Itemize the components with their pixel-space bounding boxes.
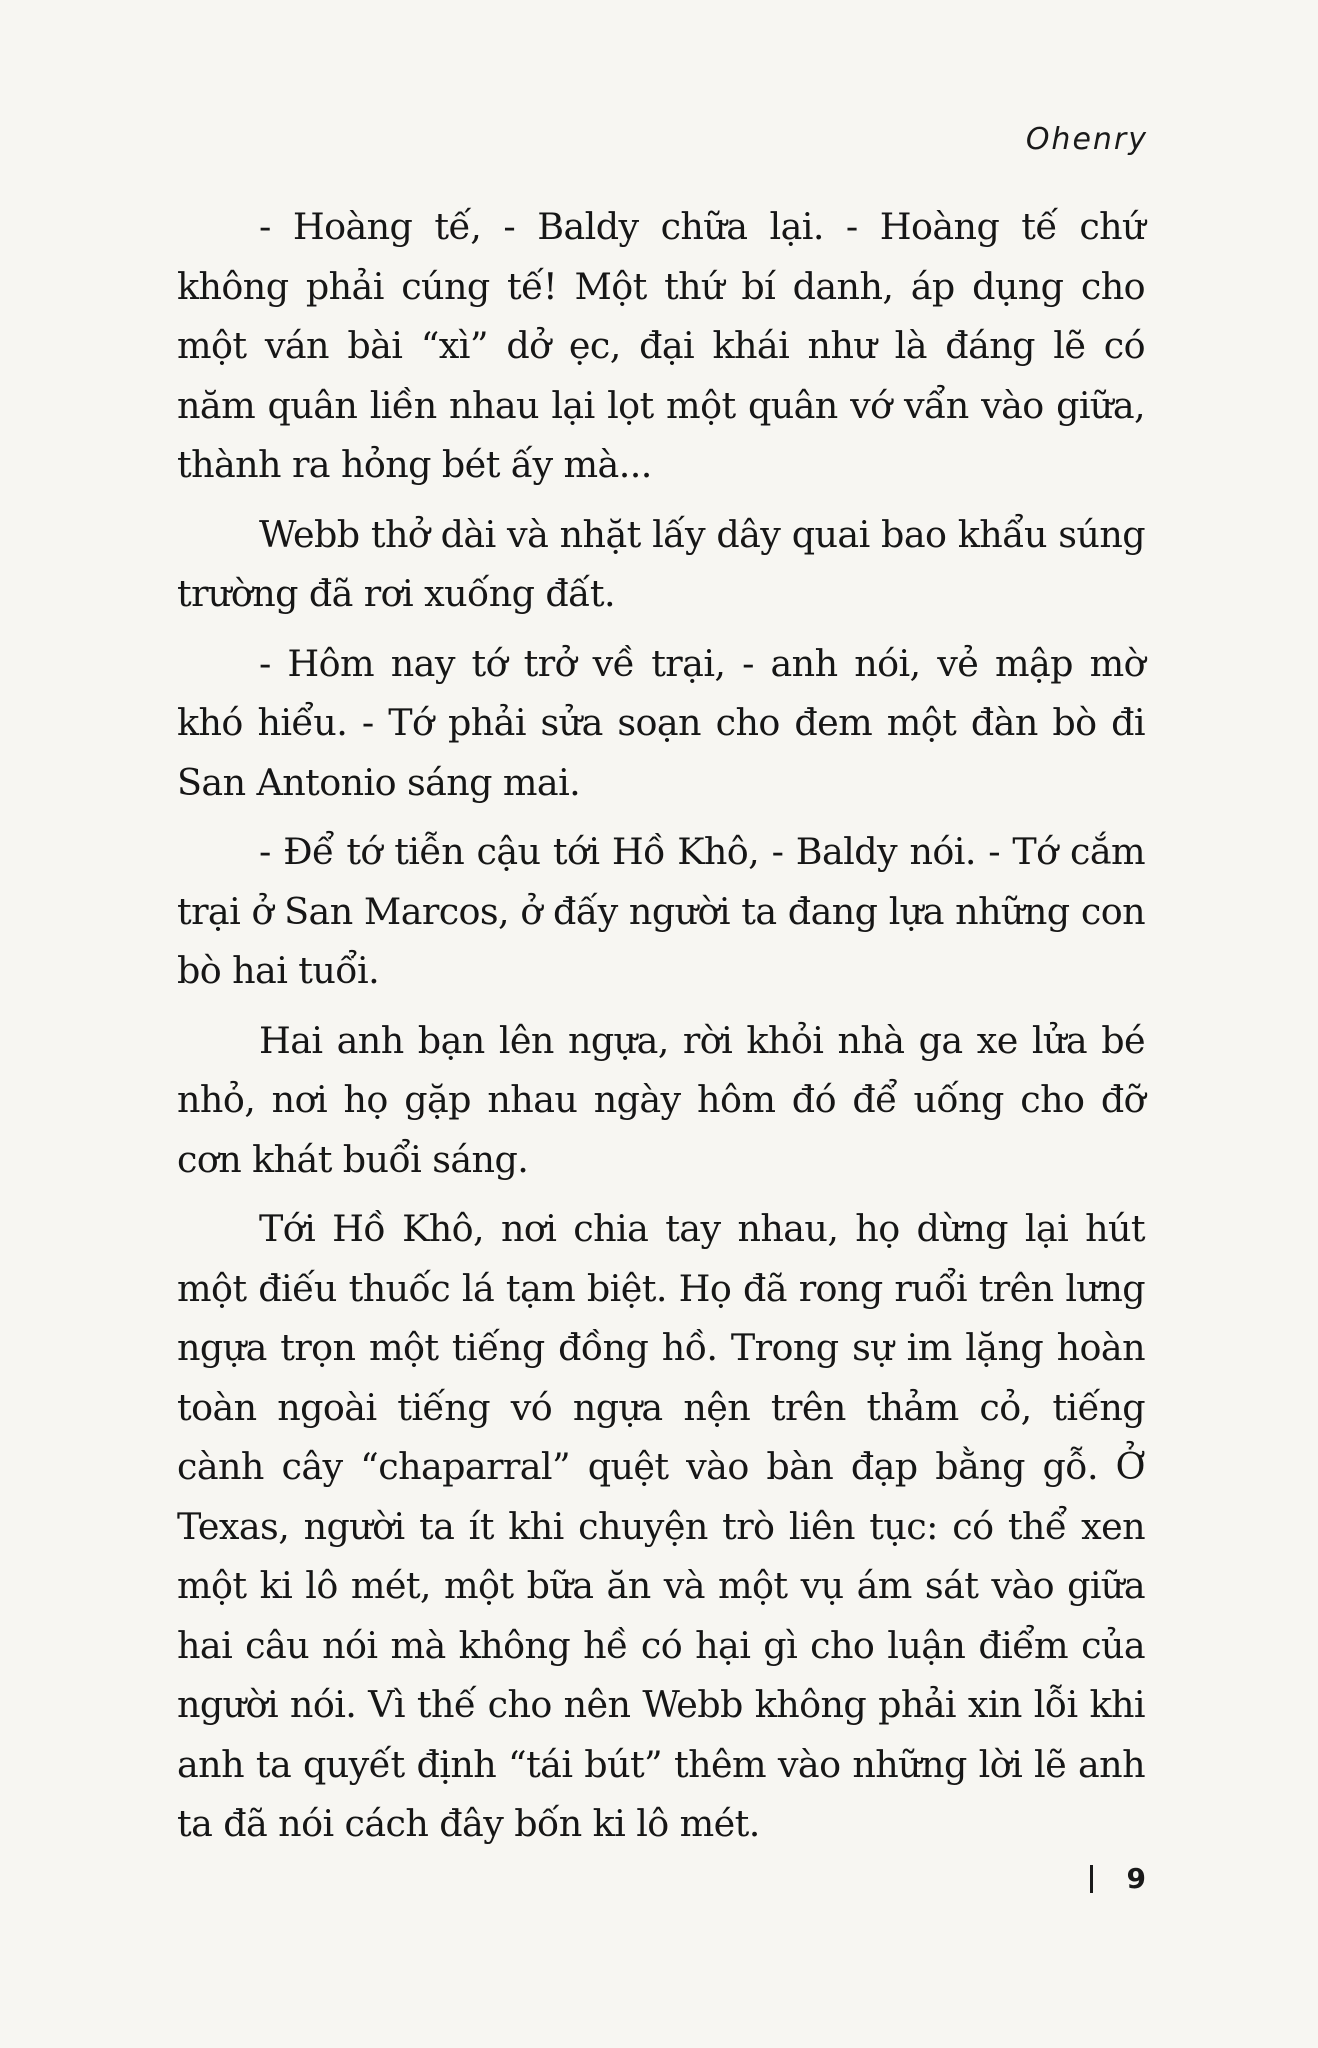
page-footer bbox=[1090, 1862, 1146, 1895]
paragraph: Tới Hồ Khô, nơi chia tay nhau, họ dừng lại hút một điếu thuốc lá tạm biệt. Họ đã rong ruổi trên lưng ngựa trọn một tiếng đồng hồ. Trong sự im lặng hoàn toàn ngoài tiếng vó ngựa nện trên thảm cỏ, tiếng cành cây “chaparral” quệt vào bàn đạp bằng gỗ. Ở Texas, người ta ít khi chuyện trò liên tục: có thể xen một ki lô mét, một bữa ăn và một vụ ám sát vào giữa hai câu nói mà không hề có hại gì cho luận điểm của người nói. Vì thế cho nên Webb không phải xin lỗi khi anh ta quyết định “tái bút” thêm vào những lời lẽ anh ta đã nói cách đây bốn ki lô mét. bbox=[177, 1207, 1145, 1845]
page-number: 9 bbox=[1126, 1862, 1146, 1895]
body-text bbox=[177, 197, 1145, 1864]
paragraph: - Hoàng tế, - Baldy chữa lại. - Hoàng tế chứ không phải cúng tế! Một thứ bí danh, áp dụng cho một ván bài “xì” dở ẹc, đại khái như là đáng lẽ có năm quân liền nhau lại lọt một quân vớ vẩn vào giữa, thành ra hỏng bét ấy mà... bbox=[177, 205, 1145, 486]
paragraph: - Để tớ tiễn cậu tới Hồ Khô, - Baldy nói. - Tớ cắm trại ở San Marcos, ở đấy người ta đang lựa những con bò hai tuổi. bbox=[177, 830, 1145, 992]
footer-divider bbox=[1090, 1865, 1093, 1893]
paragraph: - Hôm nay tớ trở về trại, - anh nói, vẻ mập mờ khó hiểu. - Tớ phải sửa soạn cho đem một đàn bò đi San Antonio sáng mai. bbox=[177, 641, 1145, 804]
paragraph: Webb thở dài và nhặt lấy dây quai bao khẩu súng trường đã rơi xuống đất. bbox=[177, 512, 1145, 615]
running-head-author: Ohenry bbox=[1025, 122, 1148, 157]
paragraph: Hai anh bạn lên ngựa, rời khỏi nhà ga xe lửa bé nhỏ, nơi họ gặp nhau ngày hôm đó để uống cho đỡ cơn khát buổi sáng. bbox=[177, 1018, 1145, 1181]
